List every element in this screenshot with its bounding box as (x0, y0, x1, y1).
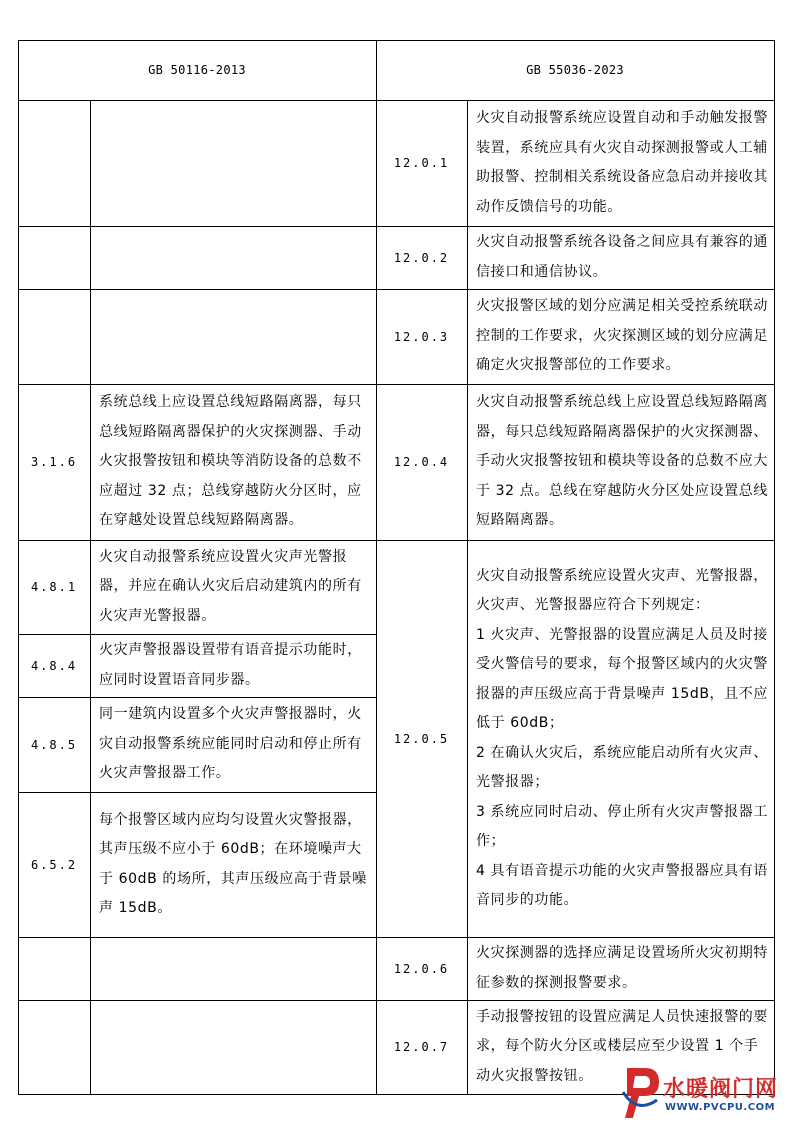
old-clause-code (18, 289, 90, 384)
old-clause-text: 系统总线上应设置总线短路隔离器，每只总线短路隔离器保护的火灾探测器、手动火灾报警按钮和模块等消防设备的总数不应超过 32 点；总线穿越防火分区时，应在穿越处设置总线短路隔离器。 (99, 394, 362, 529)
old-clause-code: 4.8.5 (30, 737, 78, 752)
old-clause-text (90, 100, 376, 226)
pipe-logo-icon (619, 1062, 663, 1122)
old-clause-code (18, 100, 90, 226)
old-clause-text: 同一建筑内设置多个火灾声警报器时，火灾自动报警系统应能同时启动和停止所有火灾声警报器工作。 (99, 706, 362, 782)
old-clause-code: 3.1.6 (30, 455, 78, 469)
new-clause-code: 12.0.1 (393, 156, 450, 170)
new-clause-text: 手动报警按钮的设置应满足人员快速报警的要求，每个防火分区或楼层应至少设置 1 个手动火灾报警按钮。 (476, 1008, 768, 1084)
old-clause-code: 6.5.2 (30, 857, 78, 872)
old-clause-text (90, 1000, 376, 1094)
old-clause-text: 火灾声警报器设置带有语音提示功能时，应同时设置语音同步器。 (99, 642, 362, 688)
old-clause-text: 火灾自动报警系统应设置火灾声光警报器，并应在确认火灾后启动建筑内的所有火灾声光警报器。 (99, 548, 362, 624)
new-clause-text: 火灾探测器的选择应满足设置场所火灾初期特征参数的探测报警要求。 (476, 945, 768, 991)
new-clause-text: 火灾报警区域的划分应满足相关受控系统联动控制的工作要求，火灾探测区域的划分应满足确定火灾报警部位的工作要求。 (476, 298, 768, 374)
new-clause-code: 12.0.3 (393, 329, 450, 344)
old-clause-code (18, 937, 90, 1000)
new-clause-code: 12.0.2 (393, 250, 450, 265)
new-clause-text: 火灾自动报警系统总线上应设置总线短路隔离器，每只总线短路隔离器保护的火灾探测器、手动火灾报警按钮和模块等设备的总数不应大于 32 点。总线在穿越防火分区处应设置总线短路隔离器。 (476, 394, 768, 529)
old-clause-code (18, 1000, 90, 1094)
watermark-url: WWW.PVCPU.COM (665, 1102, 776, 1113)
new-clause-code: 12.0.7 (393, 1040, 450, 1054)
header-old-standard: GB 50116-2013 (148, 63, 246, 77)
old-clause-code: 4.8.1 (30, 580, 78, 594)
old-clause-text (90, 226, 376, 289)
old-clause-code: 4.8.4 (30, 658, 78, 673)
new-clause-code: 12.0.6 (393, 961, 450, 976)
header-new-standard: GB 55036-2023 (526, 63, 624, 77)
old-clause-text (90, 937, 376, 1000)
old-clause-text (90, 289, 376, 384)
new-clause-text: 火灾自动报警系统应设置火灾声、光警报器，火灾声、光警报器应符合下列规定： 1 火灾声、光警报器的设置应满足人员及时接受火警信号的要求，每个报警区域内的火灾警报器的声压级应高于背景噪声 15dB，且不应低于 60dB； 2 在确认火灾后，系统应能启动所有火灾声、光警报器； 3 系统应同时启动、停止所有火灾声警报器工作； 4 具有语音提示功能的火灾声警报器应具有语音同步的功能。 (476, 567, 768, 908)
new-clause-text: 火灾自动报警系统应设置自动和手动触发报警装置，系统应具有火灾自动探测报警或人工辅助报警、控制相关系统设备应急启动并接收其动作反馈信号的功能。 (476, 110, 768, 215)
new-clause-text: 火灾自动报警系统各设备之间应具有兼容的通信接口和通信协议。 (476, 234, 768, 280)
new-clause-code: 12.0.5 (393, 731, 450, 746)
watermark-logo (617, 1062, 794, 1123)
new-clause-code: 12.0.4 (393, 455, 450, 469)
old-clause-text: 每个报警区域内应均匀设置火灾警报器，其声压级不应小于 60dB；在环境噪声大于 60dB 的场所，其声压级应高于背景噪声 15dB。 (99, 811, 367, 916)
watermark-title: 水暖阀门网 (663, 1077, 779, 1102)
old-clause-code (18, 226, 90, 289)
